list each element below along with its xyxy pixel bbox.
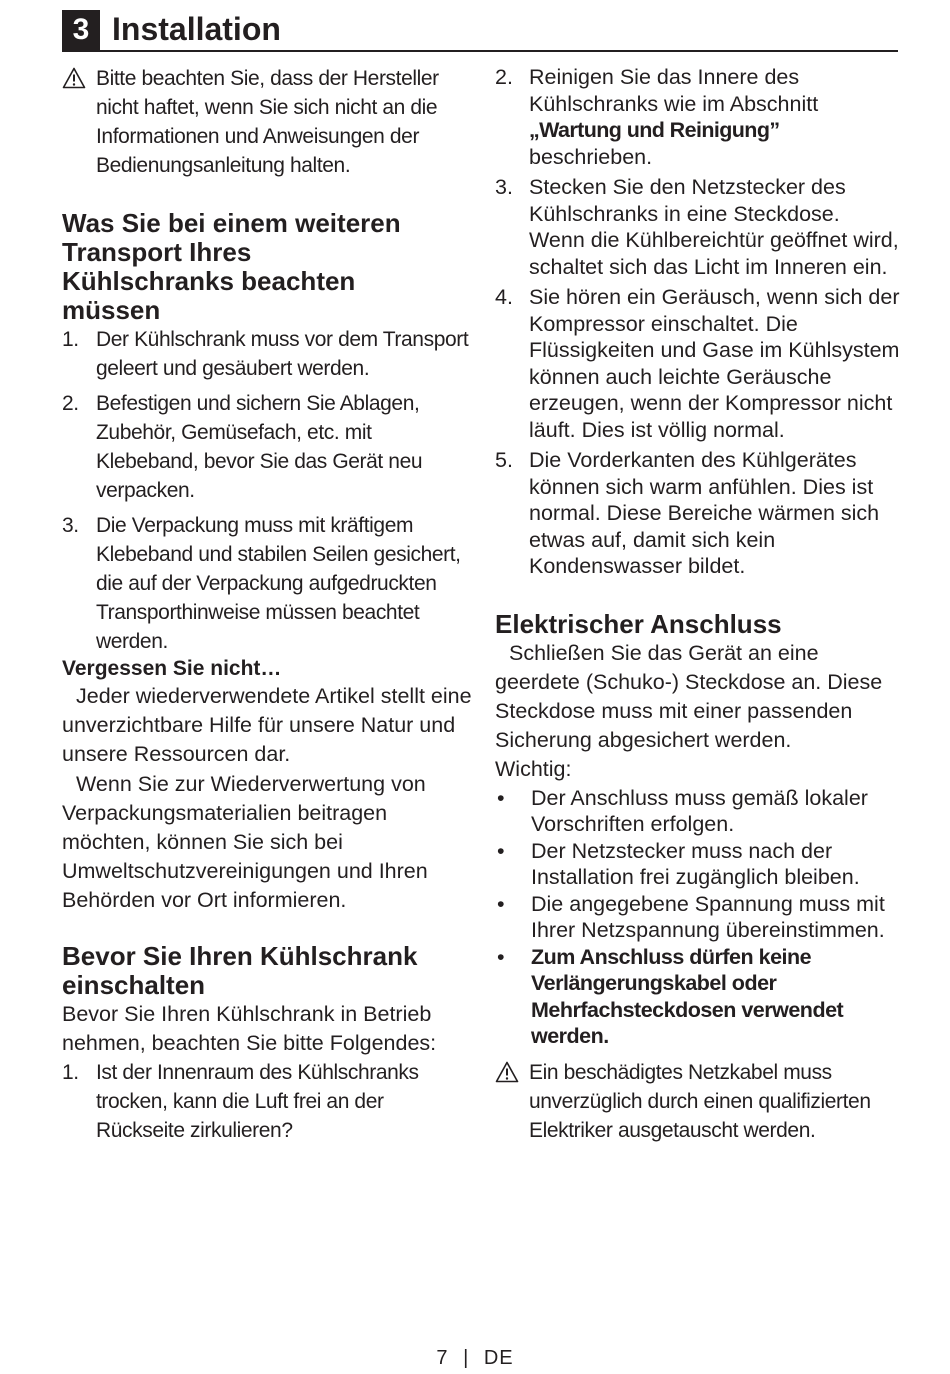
bullet: • xyxy=(497,785,505,810)
list-item xyxy=(62,325,472,383)
list-number: 1. xyxy=(62,1061,79,1085)
language-code: DE xyxy=(483,1347,514,1369)
list-text-bold: Zum Anschluss dürfen keine Verlängerungskabel oder Mehrfachsteckdosen verwendet werden. xyxy=(531,944,844,1049)
list-item xyxy=(495,838,900,891)
list-number: 5. xyxy=(495,448,513,472)
chapter-number: 3 xyxy=(62,10,100,50)
bullet: • xyxy=(497,944,505,969)
before-start-heading: Bevor Sie Ihren Kühlschrank einschalten xyxy=(62,940,418,1000)
list-item xyxy=(495,944,900,1050)
list-item xyxy=(495,785,900,838)
right-column xyxy=(495,64,900,1145)
transport-heading: Was Sie bei einem weiteren Transport Ihres Kühlschranks beachten müssen xyxy=(62,208,401,325)
chapter-header xyxy=(62,8,898,52)
bullet: • xyxy=(497,838,505,863)
list-number: 4. xyxy=(495,285,513,309)
before-start-list xyxy=(62,1058,472,1145)
list-text xyxy=(529,64,900,170)
list-text: Die Vorderkanten des Kühlgerätes können sich warm anfühlen. Dies ist normal. Diese Bereiche wärmen sich etwas auf, damit sich kein Kondenswasser bildet. xyxy=(529,448,880,578)
section-reference: „Wartung und Reinigung” xyxy=(529,118,780,142)
list-item xyxy=(495,174,900,280)
list-text: Die angegebene Spannung muss mit Ihrer Netzspannung übereinstimmen. xyxy=(531,891,885,943)
list-number: 3. xyxy=(495,175,513,199)
list-item xyxy=(495,64,900,170)
bullet: • xyxy=(497,891,505,916)
list-item xyxy=(495,891,900,944)
electric-intro: Schließen Sie das Gerät an eine geerdete (Schuko-) Steckdose an. Diese Steckdose muss mit einer passenden Sicherung abgesichert werden. xyxy=(495,640,883,753)
warning-triangle-icon xyxy=(495,1058,529,1145)
power-cable-warning xyxy=(495,1058,900,1145)
transport-list xyxy=(62,325,472,656)
list-item xyxy=(62,389,472,505)
requirements-list xyxy=(495,785,900,1050)
list-text: Die Verpackung muss mit kräftigem Klebeband und stabilen Seilen gesichert, die auf der Verpackung aufgedruckten Transporthinweise müssen beachtet werden. xyxy=(96,514,461,653)
list-text-post: beschrieben. xyxy=(529,144,653,169)
list-text: Ist der Innenraum des Kühlschranks trocken, kann die Luft frei an der Rückseite zirkulieren? xyxy=(96,1061,419,1143)
list-text: Der Kühlschrank muss vor dem Transport geleert und gesäubert werden. xyxy=(96,328,469,380)
liability-warning-text: Bitte beachten Sie, dass der Hersteller nicht haftet, wenn Sie sich nicht an die Informationen und Anweisungen der Bedienungsanleitung halten. xyxy=(96,67,439,177)
list-number: 2. xyxy=(62,392,79,415)
electric-heading: Elektrischer Anschluss xyxy=(495,608,782,639)
list-text: Befestigen und sichern Sie Ablagen, Zubehör, Gemüsefach, etc. mit Klebeband, bevor Sie das Gerät neu verpacken. xyxy=(96,392,423,502)
list-item xyxy=(495,284,900,443)
list-item xyxy=(62,511,472,656)
page-footer xyxy=(0,1347,950,1370)
before-start-intro: Bevor Sie Ihren Kühlschrank in Betrieb nehmen, beachten Sie bitte Folgendes: xyxy=(62,1001,437,1055)
page-number: 7 xyxy=(436,1347,449,1369)
footer-separator: | xyxy=(463,1347,470,1369)
list-text: Sie hören ein Geräusch, wenn sich der Kompressor einschaltet. Die Flüssigkeiten und Gase im Kühlsystem können auch leichte Geräusche erzeugen, wenn der Kompressor nicht läuft. Dies ist völlig normal. xyxy=(529,285,900,442)
list-item xyxy=(62,1058,472,1145)
left-column xyxy=(62,64,472,1145)
list-text-pre: Reinigen Sie das Innere des Kühlschranks wie im Abschnitt xyxy=(529,65,819,116)
liability-warning xyxy=(62,64,472,180)
power-cable-warning-text: Ein beschädigtes Netzkabel muss unverzüglich durch einen qualifizierten Elektriker ausgetauscht werden. xyxy=(529,1060,871,1142)
chapter-title: Installation xyxy=(112,11,281,47)
list-item xyxy=(495,447,900,580)
list-number: 2. xyxy=(495,65,513,89)
list-text: Der Netzstecker muss nach der Installation frei zugänglich bleiben. xyxy=(531,838,860,890)
warning-triangle-icon xyxy=(62,64,96,180)
before-start-list-continued xyxy=(495,64,900,580)
list-number: 1. xyxy=(62,328,79,351)
list-text: Stecken Sie den Netzstecker des Kühlschranks in eine Steckdose. Wenn die Kühlbereichtür geöffnet wird, schaltet sich das Licht im Inneren ein. xyxy=(529,175,899,279)
reminder-paragraph: Jeder wiederverwendete Artikel stellt eine unverzichtbare Hilfe für unsere Natur und unsere Ressourcen dar. xyxy=(62,684,472,767)
reminder-paragraph: Wenn Sie zur Wiederverwertung von Verpackungsmaterialien beitragen möchten, können Sie sich bei Umweltschutzvereinigungen und Ihren Behörden vor Ort informieren. xyxy=(62,771,428,913)
reminder-heading: Vergessen Sie nicht… xyxy=(62,657,282,680)
important-label: Wichtig: xyxy=(495,757,572,782)
list-number: 3. xyxy=(62,514,79,537)
list-text: Der Anschluss muss gemäß lokaler Vorschriften erfolgen. xyxy=(531,785,868,837)
